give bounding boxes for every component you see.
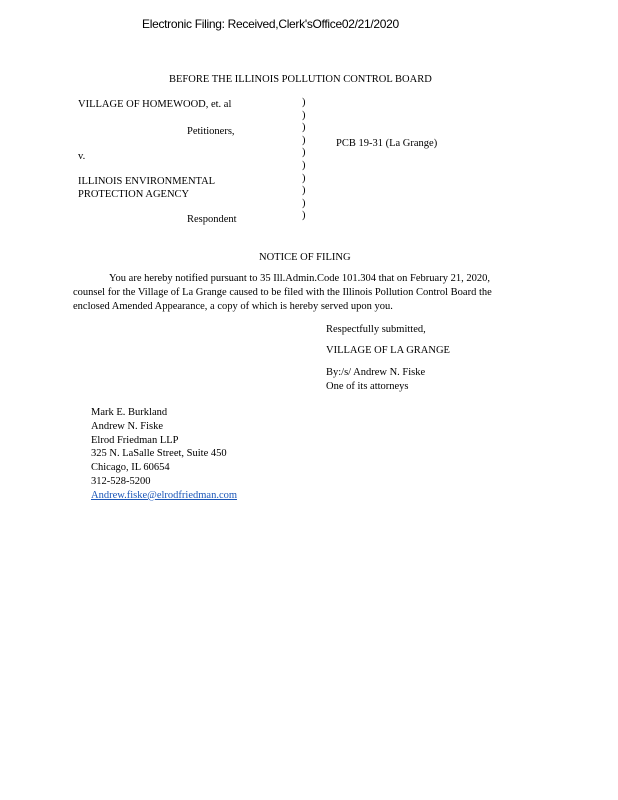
versus-label: v. xyxy=(78,151,86,162)
paren: ) xyxy=(302,97,306,108)
paren: ) xyxy=(302,134,306,146)
petitioners-label: Petitioners, xyxy=(187,126,235,137)
paren: ) xyxy=(302,197,306,209)
paren: ) xyxy=(302,210,306,222)
notice-heading: NOTICE OF FILING xyxy=(259,252,351,263)
paren: ) xyxy=(302,172,306,184)
notice-line: enclosed Amended Appearance, a copy of which is hereby served upon you. xyxy=(73,300,393,312)
closing: Respectfully submitted, xyxy=(326,324,426,335)
board-title: BEFORE THE ILLINOIS POLLUTION CONTROL BOARD xyxy=(169,74,432,85)
paren: ) xyxy=(302,185,306,197)
by-line: By:/s/ Andrew N. Fiske xyxy=(326,367,426,378)
email-link[interactable]: Andrew.fiske@elrodfriedman.com xyxy=(91,489,238,501)
respondent-name-line2: PROTECTION AGENCY xyxy=(78,189,190,200)
contact-name: Mark E. Burkland xyxy=(91,407,168,418)
case-number: PCB 19-31 (La Grange) xyxy=(336,138,438,149)
notice-paragraph xyxy=(73,272,531,313)
petitioner-name: VILLAGE OF HOMEWOOD, et. al xyxy=(78,99,232,110)
contact-block xyxy=(91,406,237,503)
contact-name: Andrew N. Fiske xyxy=(91,420,164,432)
paren: ) xyxy=(302,147,306,159)
firm-name: Elrod Friedman LLP xyxy=(91,434,179,446)
party-name: VILLAGE OF LA GRANGE xyxy=(326,345,450,356)
paren: ) xyxy=(302,159,306,171)
respondent-name-line1: ILLINOIS ENVIRONMENTAL xyxy=(78,176,216,187)
notice-line: You are hereby notified pursuant to 35 Ill.Admin.Code 101.304 that on February 21, 2020, xyxy=(109,273,490,284)
notice-line: counsel for the Village of La Grange caused to be filed with the Illinois Pollution Control Board the xyxy=(73,286,492,298)
attorney-role: One of its attorneys xyxy=(326,381,409,392)
respondent-label: Respondent xyxy=(187,214,237,225)
phone-number: 312-528-5200 xyxy=(91,475,151,487)
caption-parentheses xyxy=(302,97,310,223)
paren: ) xyxy=(302,122,306,134)
city-address: Chicago, IL 60654 xyxy=(91,462,170,474)
street-address: 325 N. LaSalle Street, Suite 450 xyxy=(91,448,227,460)
paren: ) xyxy=(302,109,306,121)
filing-stamp: Electronic Filing: Received,Clerk'sOffice02/21/2020 xyxy=(142,17,399,31)
